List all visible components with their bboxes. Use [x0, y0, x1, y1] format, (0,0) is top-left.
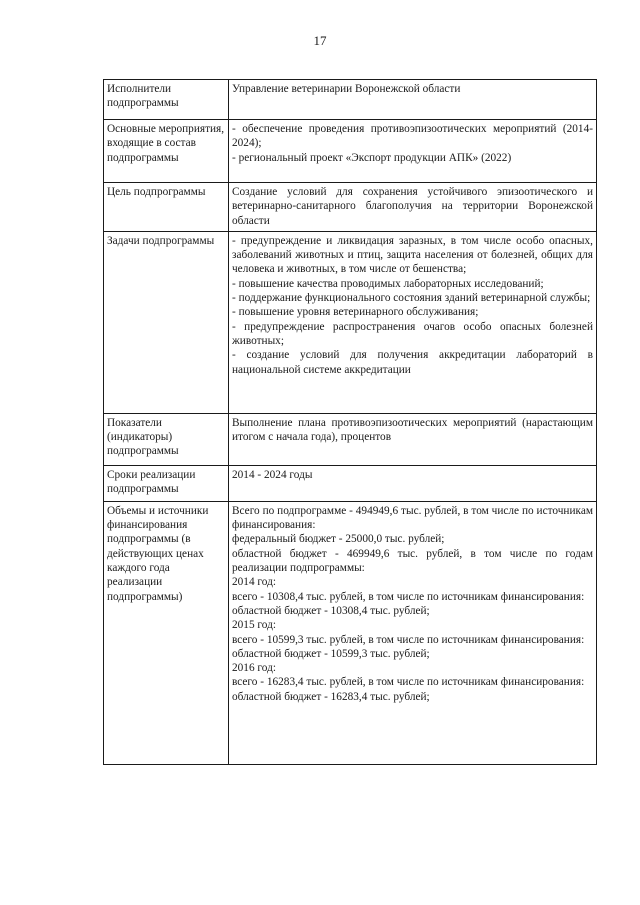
row-label-indicators: Показатели (индикаторы) подпрограммы — [104, 413, 229, 465]
table-row — [104, 120, 597, 183]
row-value-indicators — [229, 413, 597, 465]
value-line: Управление ветеринарии Воронежской области — [232, 83, 461, 95]
value-line: - создание условий для получения аккредитации лабораторий в национальной системе аккредитации — [232, 349, 593, 376]
value-line: областной бюджет - 10599,3 тыс. рублей; — [232, 647, 430, 660]
page-number: 17 — [313, 33, 327, 48]
row-value-tasks — [229, 231, 597, 413]
value-line: Всего по подпрограмме - 494949,6 тыс. рублей, в том числе по источникам финансирования: — [232, 504, 593, 532]
value-line: федеральный бюджет - 25000,0 тыс. рублей; — [232, 533, 445, 546]
value-line: областной бюджет - 469949,6 тыс. рублей, в том числе по годам реализации подпрограммы: — [232, 547, 593, 575]
row-label-goal: Цель подпрограммы — [104, 183, 229, 232]
value-line: 2014 - 2024 годы — [232, 468, 313, 481]
row-label-funding: Объемы и источники финансирования подпрограммы (в действующих ценах каждого года реализации подпрограммы) — [104, 501, 229, 764]
row-value-main-activities — [229, 120, 597, 183]
table-row — [104, 183, 597, 232]
subprogram-passport-table — [103, 79, 597, 765]
value-line: Выполнение плана противоэпизоотических мероприятий (нарастающим итогом с начала года), процентов — [232, 416, 593, 444]
row-value-funding — [229, 501, 597, 764]
value-line: 2015 год: — [232, 619, 276, 632]
row-value-executors — [229, 80, 597, 120]
row-value-timeframe — [229, 465, 597, 501]
value-line: - предупреждение распространения очагов особо опасных болезней животных; — [232, 320, 593, 347]
value-line: 2014 год: — [232, 576, 276, 589]
table-row — [104, 413, 597, 465]
value-line: всего - 16283,4 тыс. рублей, в том числе по источникам финансирования: — [232, 676, 585, 689]
row-value-goal — [229, 183, 597, 232]
value-line: - обеспечение проведения противоэпизоотических мероприятий (2014-2024); — [232, 123, 593, 150]
value-line: - поддержание функционального состояния зданий ветеринарной службы; — [232, 292, 591, 305]
value-line: - повышение качества проводимых лабораторных исследований; — [232, 277, 544, 290]
table-row — [104, 231, 597, 413]
value-line: - региональный проект «Экспорт продукции АПК» (2022) — [232, 151, 512, 164]
row-label-tasks: Задачи подпрограммы — [104, 231, 229, 413]
value-line: - предупреждение и ликвидация заразных, в том числе особо опасных, заболеваний животных и птиц, защита населения от болезней, общих для человека и животных, в том числе от бешенства; — [232, 234, 593, 276]
row-label-executors: Исполнители подпрограммы — [104, 80, 229, 120]
value-line: областной бюджет - 10308,4 тыс. рублей; — [232, 604, 430, 617]
row-label-main-activities: Основные мероприятия, входящие в состав подпрограммы — [104, 120, 229, 183]
row-label-timeframe: Сроки реализации подпрограммы — [104, 465, 229, 501]
value-line: Создание условий для сохранения устойчивого эпизоотического и ветеринарно-санитарного благополучия на территории Воронежской области — [232, 186, 593, 227]
value-line: всего - 10599,3 тыс. рублей, в том числе по источникам финансирования: — [232, 633, 585, 646]
value-line: областной бюджет - 16283,4 тыс. рублей; — [232, 690, 430, 703]
value-line: - повышение уровня ветеринарного обслуживания; — [232, 306, 479, 319]
table-row — [104, 465, 597, 501]
value-line: 2016 год: — [232, 662, 276, 675]
table-row — [104, 80, 597, 120]
table-row — [104, 501, 597, 764]
value-line: всего - 10308,4 тыс. рублей, в том числе по источникам финансирования: — [232, 590, 585, 603]
